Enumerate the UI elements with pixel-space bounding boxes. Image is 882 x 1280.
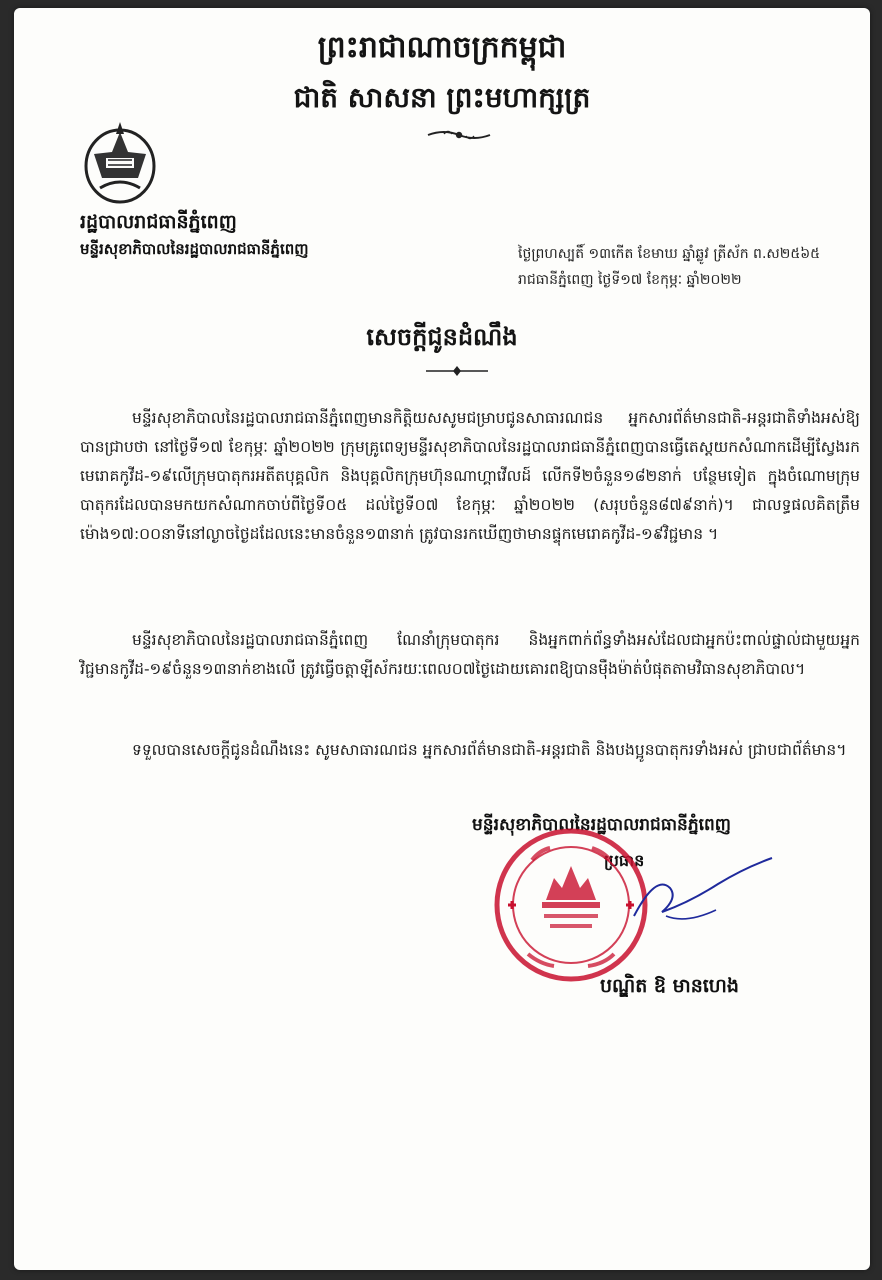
signatory-position: ប្រធាន (604, 851, 645, 870)
handwritten-signature-icon (626, 854, 776, 934)
paragraph-2: មន្ទីរសុខាភិបាលនៃរដ្ឋបាលរាជធានីភ្នំពេញ ណែនាំក្រុមបាតុករ និងអ្នកពាក់ព័ន្ធទាំងអស់ដែលជាអ្នកប៉ះពាល់ផ្ទាល់ជាមួយអ្នកវិជ្ជមានកូវីដ-១៩ចំនួន១៣នាក់ខាងលើ ត្រូវធ្វើចត្តាឡីស័ករយៈពេល០៧ថ្ងៃដោយគោរពឱ្យបានម៉ឺងម៉ាត់បំផុតតាមវិធានសុខាភិបាល។ (80, 631, 860, 678)
kingdom-heading: ព្រះរាជាណាចក្រកម្ពុជា (317, 30, 567, 65)
paragraph-1: មន្ទីរសុខាភិបាលនៃរដ្ឋបាលរាជធានីភ្នំពេញមានកិត្តិយសសូមជម្រាបជូនសាធារណជន អ្នកសារព័ត៌មានជាតិ-អន្តរជាតិទាំងអស់ឱ្យបានជ្រាបថា នៅថ្ងៃទី១៧ ខែកុម្ភៈ ឆ្នាំ២០២២ ក្រុមគ្រូពេទ្យមន្ទីរសុខាភិបាលនៃរដ្ឋបាលរាជធានីភ្នំពេញបានធ្វើតេស្តយកសំណាកដើម្បីស្វែងរកមេរោគកូវីដ-១៩លើក្រុមបាតុករអតីតបុគ្គលិក និងបុគ្គលិកក្រុមហ៊ុនណាហ្គាវើលដ៍ លើកទី២ចំនួន១៨២នាក់ បន្ថែមទៀត ក្នុងចំណោមក្រុមបាតុករដែលបានមកយកសំណាកចាប់ពីថ្ងៃទី០៥ ដល់ថ្ងៃទី០៧ ខែកុម្ភៈ ឆ្នាំ២០២២ (សរុបចំនួន៨៧៩នាក់)។ ជាលទ្ធផលគិតត្រឹមម៉ោង១៧:០០នាទីនៅល្ងាចថ្ងៃដដែលនេះមានចំនួន១៣នាក់ ត្រូវបានរកឃើញថាមានផ្ទុកមេរោគកូវីដ-១៩វិជ្ជមាន ។ (80, 409, 860, 543)
phnom-penh-emblem-icon (80, 118, 160, 206)
national-motto: ជាតិ សាសនា ព្រះមហាក្សត្រ (293, 81, 591, 114)
administration-name: រដ្ឋបាលរាជធានីភ្នំពេញ (80, 211, 237, 233)
paragraph-3: ទទួលបានសេចក្តីជូនដំណឹងនេះ សូមសាធារណជន អ្នកសារព័ត៌មានជាតិ-អន្តរជាតិ និងបងប្អូនបាតុករទាំងអស់ ជ្រាបជាព័ត៌មាន។ (132, 741, 847, 759)
lunar-date: ថ្ងៃព្រហស្បតិ៍ ១៣កើត ខែមាឃ ឆ្នាំឆ្លូវ ត្រីស័ក ព.ស២៥៦៥ (518, 246, 821, 262)
document-page (14, 8, 870, 1270)
solar-date: រាជធានីភ្នំពេញ ថ្ងៃទី១៧ ខែកុម្ភៈ ឆ្នាំ២០២២ (518, 272, 742, 288)
notice-title: សេចក្តីជូនដំណឹង (366, 323, 518, 351)
title-ornament-icon (424, 364, 490, 378)
department-name: មន្ទីរសុខាភិបាលនៃរដ្ឋបាលរាជធានីភ្នំពេញ (80, 240, 309, 258)
signatory-organization: មន្ទីរសុខាភិបាលនៃរដ្ឋបាលរាជធានីភ្នំពេញ (472, 815, 731, 835)
signatory-name: បណ្ឌិត ឱ មានហេង (600, 975, 739, 997)
heading-ornament-icon (426, 124, 492, 144)
